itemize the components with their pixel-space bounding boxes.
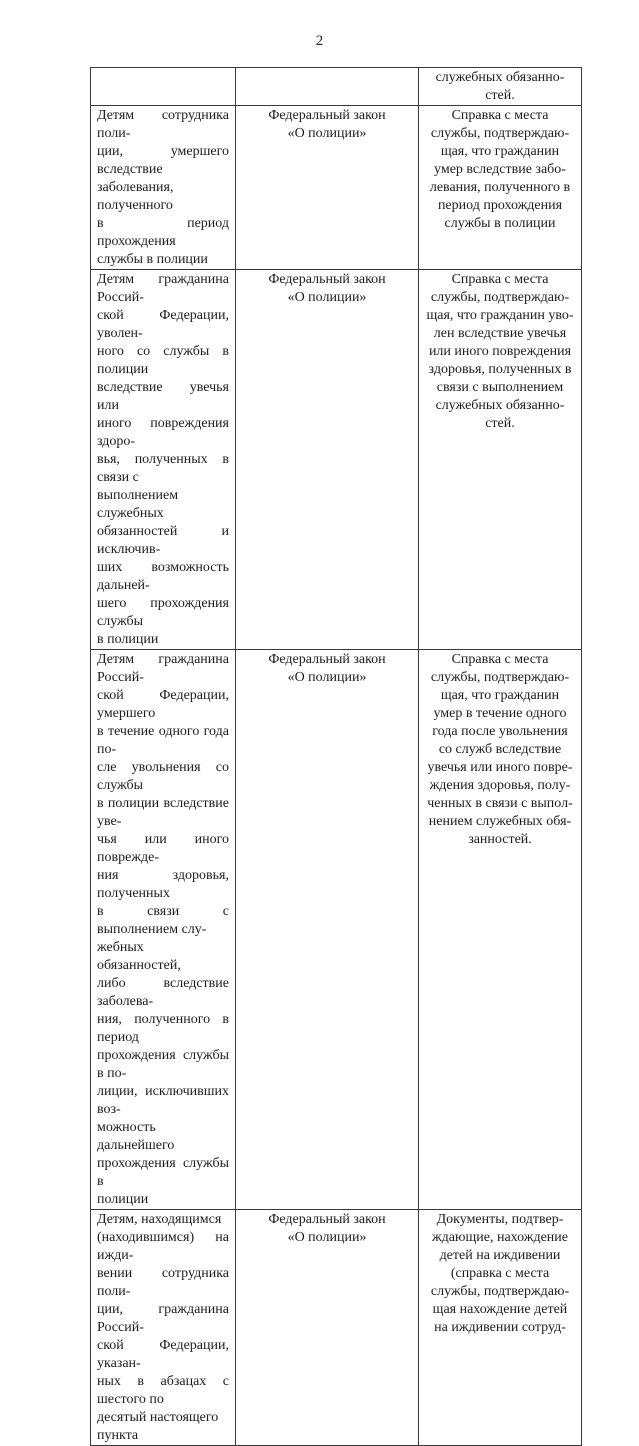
document-cell: Документы, подтвер- ждающие, нахождение детей на иждивении (справка с места службы, подтверждаю- щая нахождение детей на иждивении сотруд-: [419, 1210, 582, 1446]
table-row: [91, 1210, 582, 1446]
document-cell: Справка с места службы, подтверждаю- щая, что гражданин уво- лен вследствие увечья или иного повреждения здоровья, полученных в связи с выполнением служебных обязанно- стей.: [419, 270, 582, 650]
law-cell: Федеральный закон «О полиции»: [236, 270, 419, 650]
table-row: [91, 270, 582, 650]
recipient-cell: Детям гражданина Россий- ской Федерации, уволен- ного со службы в полиции вследствие увечья или иного повреждения здоро- вья, полученных в связи с выполнением служебных обязанностей и исключив- ших возможность дальней- шего прохождения службы в полиции: [91, 270, 236, 650]
recipient-cell: Детям, находящимся (находившимся) на ижди- вении сотрудника поли- ции, гражданина Россий- ской Федерации, указан- ных в абзацах с шестого по десятый настоящего пункта: [91, 1210, 236, 1446]
table-row: [91, 68, 582, 106]
document-cell: Справка с места службы, подтверждаю- щая, что гражданин умер в течение одного года после увольнения со служб вследствие увечья или иного повре- ждения здоровья, полу- ченных в связи с выпол- нением служебных обя- занностей.: [419, 650, 582, 1210]
law-cell: Федеральный закон «О полиции»: [236, 106, 419, 270]
document-cell: Справка с места службы, подтверждаю- щая, что гражданин умер вследствие забо- левания, полученного в период прохождения службы в полиции: [419, 106, 582, 270]
benefits-table: [90, 67, 582, 1446]
recipient-cell: [91, 68, 236, 106]
recipient-cell: Детям гражданина Россий- ской Федерации, умершего в течение одного года по- сле увольнения со службы в полиции вследствие уве- чья или иного поврежде- ния здоровья, полученных в связи с выполнением слу- жебных обязанностей, либо вследствие заболева- ния, полученного в период прохождения службы в по- лиции, исключивших воз- можность дальнейшего прохождения службы в полиции: [91, 650, 236, 1210]
table-row: [91, 106, 582, 270]
page-number: 2: [315, 33, 324, 49]
table-row: [91, 650, 582, 1210]
recipient-cell: Детям сотрудника поли- ции, умершего вследствие заболевания, полученного в период прохождения службы в полиции: [91, 106, 236, 270]
law-cell: [236, 68, 419, 106]
document-cell: служебных обязанно- стей.: [419, 68, 582, 106]
law-cell: Федеральный закон «О полиции»: [236, 1210, 419, 1446]
law-cell: Федеральный закон «О полиции»: [236, 650, 419, 1210]
